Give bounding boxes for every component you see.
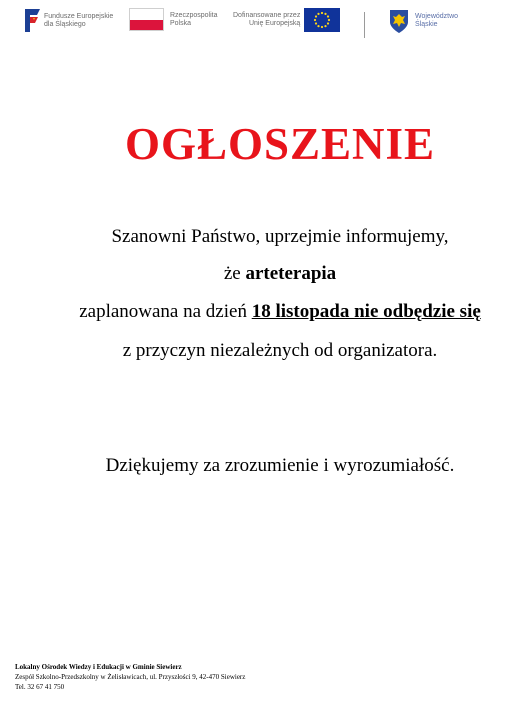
eu-logo: [233, 8, 340, 32]
footer-address: Zespół Szkolno-Przedszkolny w Żelisławicach, ul. Przyszłości 9, 42-470 Siewierz: [15, 673, 246, 681]
notice-line-2: [0, 263, 531, 285]
notice-line-4: z przyczyn niezależnych od organizatora.: [122, 340, 438, 361]
logo-separator: [364, 12, 365, 38]
silesia-logo: [388, 8, 458, 34]
silesia-coat-of-arms-icon: [388, 8, 410, 34]
poland-logo: [129, 8, 217, 31]
footer-organization: Lokalny Ośrodek Wiedzy i Edukacji w Gminie Siewierz: [15, 663, 182, 671]
eu-flag-icon: [304, 8, 340, 32]
logo-bar: [0, 0, 531, 50]
notice-line-3: [0, 301, 531, 323]
notice-title: OGŁOSZENIE: [124, 119, 436, 169]
eu-funds-line2: dla Śląskiego: [44, 20, 86, 28]
eu-line2: Unię Europejską: [248, 20, 301, 27]
eu-funds-logo: [24, 8, 113, 33]
notice-line-3-prefix: zaplanowana na dzień: [79, 301, 247, 322]
activity-name: arteterapia: [245, 263, 337, 284]
eu-line1: Dofinansowane przez: [233, 12, 301, 19]
footer-phone: Tel. 32 67 41 750: [15, 683, 65, 691]
poland-line1: Rzeczpospolita: [170, 11, 218, 19]
cancellation-date: 18 listopada nie odbędzie się: [251, 301, 481, 322]
notice-line-1: Szanowni Państwo, uprzejmie informujemy,: [111, 226, 449, 247]
footer: [15, 662, 245, 692]
thanks-line: Dziękujemy za zrozumienie i wyrozumiałość.: [105, 455, 455, 476]
notice-line-2-prefix: że: [223, 263, 241, 284]
eu-funds-line1: Fundusze Europejskie: [44, 12, 114, 20]
poland-line2: Polska: [170, 19, 192, 27]
eu-funds-icon: [24, 8, 41, 33]
silesia-line1: Województwo: [415, 13, 459, 20]
polish-flag-icon: [129, 8, 164, 31]
silesia-line2: Śląskie: [415, 21, 438, 28]
